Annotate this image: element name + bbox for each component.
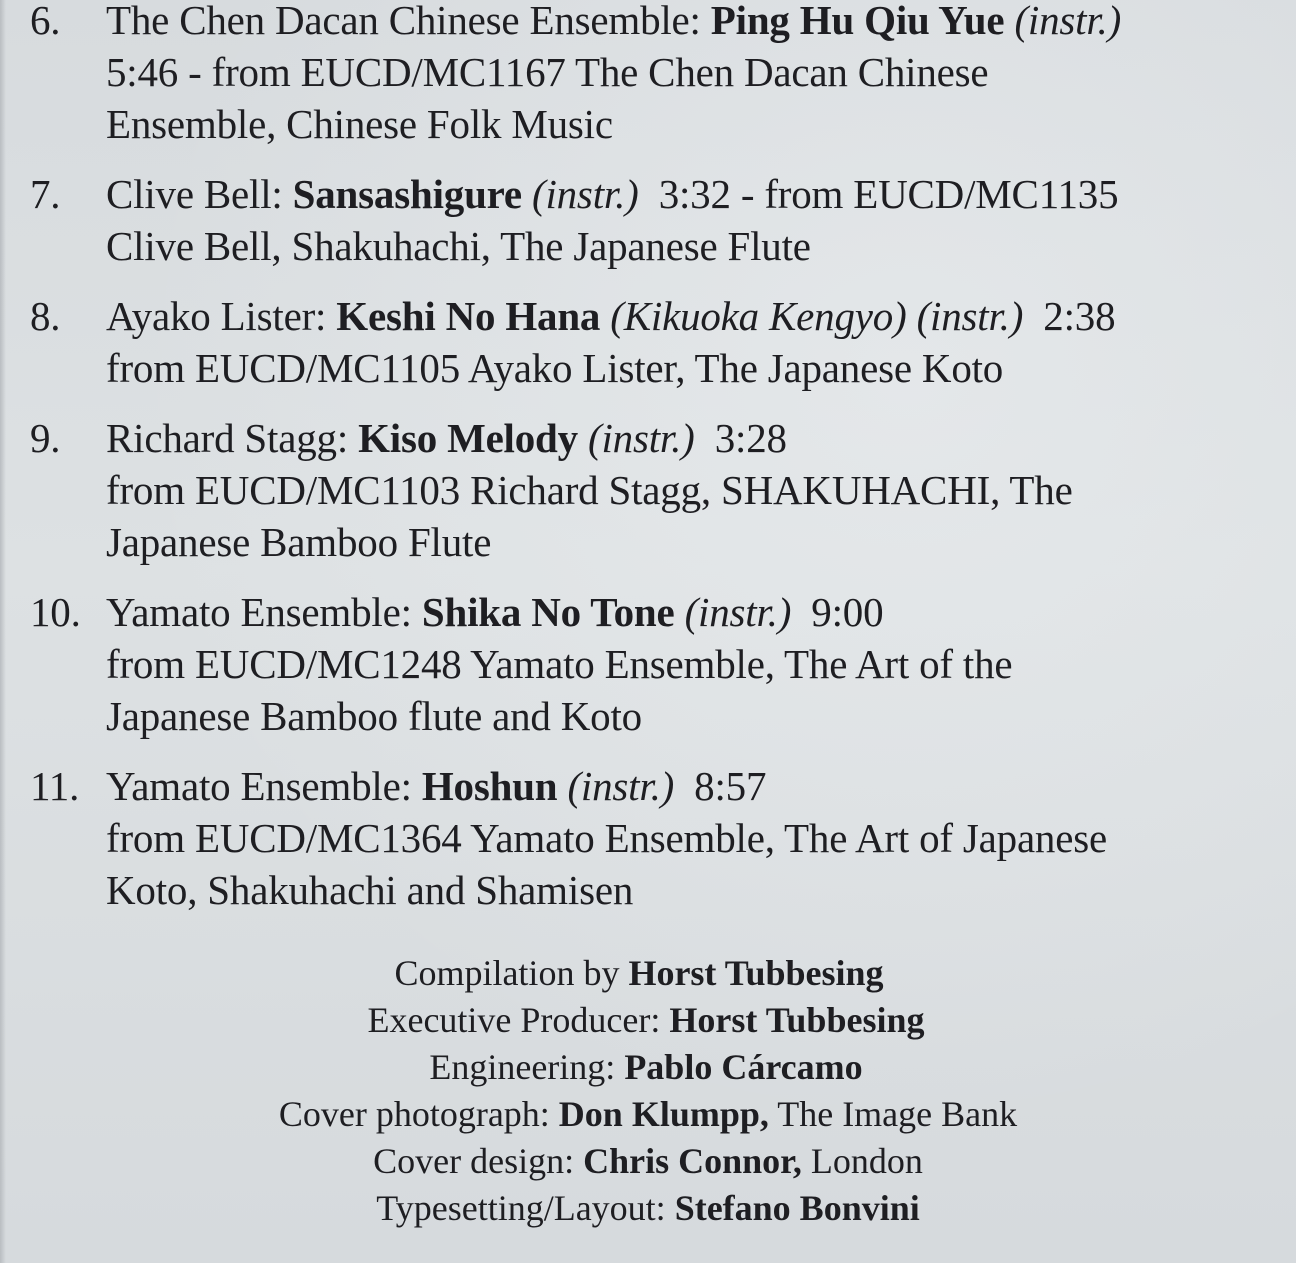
credit-label: Executive Producer: (367, 1000, 670, 1040)
track-source-cont: Japanese Bamboo Flute (106, 519, 492, 565)
credit-suffix: London (801, 1141, 923, 1181)
credit-name: Don Klumpp, (558, 1094, 769, 1134)
credit-name: Pablo Cárcamo (624, 1047, 863, 1087)
track-item (30, 412, 1280, 568)
track-number: 11. (30, 763, 80, 809)
track-number: 10. (30, 589, 81, 635)
track-number: 8. (30, 293, 61, 339)
credit-label: Compilation by (394, 953, 629, 993)
credit-label: Typesetting/Layout: (376, 1188, 675, 1228)
track-artist: Yamato Ensemble: (106, 589, 422, 635)
track-source-cont: Japanese Bamboo flute and Koto (106, 693, 642, 739)
track-item (30, 586, 1280, 742)
credit-name: Chris Connor, (583, 1141, 802, 1181)
track-duration: 3:28 (694, 415, 787, 461)
credit-suffix: The Image Bank (768, 1094, 1018, 1134)
track-artist: Yamato Ensemble: (106, 763, 422, 809)
track-number: 9. (30, 415, 61, 461)
credit-line (0, 997, 1294, 1044)
credit-name: Stefano Bonvini (674, 1188, 920, 1228)
track-note: (instr.) (674, 589, 792, 635)
track-duration: 9:00 (791, 589, 884, 635)
track-item (30, 168, 1280, 272)
credit-name: Horst Tubbesing (628, 953, 884, 993)
credit-label: Cover design: (373, 1141, 584, 1181)
track-source: 5:46 - from EUCD/MC1167 The Chen Dacan Chinese (106, 49, 989, 95)
credit-line (0, 1091, 1296, 1138)
track-title: Shika No Tone (421, 589, 675, 635)
track-title: Keshi No Hana (336, 293, 601, 339)
track-title: Kiso Melody (358, 415, 578, 461)
track-title: Hoshun (421, 763, 558, 809)
track-artist: Clive Bell: (106, 171, 293, 217)
track-note: (instr.) (557, 763, 675, 809)
track-duration: 8:57 (674, 763, 767, 809)
track-note: (instr.) (521, 171, 639, 217)
track-source: from EUCD/MC1248 Yamato Ensemble, The Art of the (106, 641, 1013, 687)
track-item (30, 760, 1280, 916)
track-note: (Kikuoka Kengyo) (instr.) (600, 293, 1024, 339)
track-duration: 2:38 (1023, 293, 1116, 339)
track-source-cont: Ensemble, Chinese Folk Music (106, 101, 613, 147)
track-source: from EUCD/MC1364 Yamato Ensemble, The Art of Japanese (106, 815, 1107, 861)
credit-line (0, 1044, 1294, 1091)
credits-block (0, 950, 1296, 1232)
track-source: from EUCD/MC1103 Richard Stagg, SHAKUHACHI, The (106, 467, 1073, 513)
track-note: (instr.) (1004, 0, 1122, 43)
track-title: Sansashigure (292, 171, 522, 217)
track-title: Ping Hu Qiu Yue (710, 0, 1005, 43)
track-artist: The Chen Dacan Chinese Ensemble: (106, 0, 711, 43)
track-number: 6. (30, 0, 61, 43)
track-number: 7. (30, 171, 61, 217)
credit-label: Cover photograph: (278, 1094, 559, 1134)
credit-name: Horst Tubbesing (669, 1000, 925, 1040)
track-item (30, 0, 1280, 150)
track-list (30, 0, 1280, 934)
track-item (30, 290, 1280, 394)
track-source: Clive Bell, Shakuhachi, The Japanese Flute (106, 223, 811, 269)
track-duration: 3:32 - from EUCD/MC1135 (638, 171, 1119, 217)
track-source: from EUCD/MC1105 Ayako Lister, The Japanese Koto (106, 345, 1004, 391)
track-artist: Ayako Lister: (106, 293, 337, 339)
track-note: (instr.) (577, 415, 695, 461)
credit-label: Engineering: (429, 1047, 625, 1087)
credit-line (0, 1138, 1296, 1185)
credit-line (0, 950, 1287, 997)
track-source-cont: Koto, Shakuhachi and Shamisen (106, 867, 634, 913)
track-artist: Richard Stagg: (106, 415, 359, 461)
credit-line (0, 1185, 1296, 1232)
